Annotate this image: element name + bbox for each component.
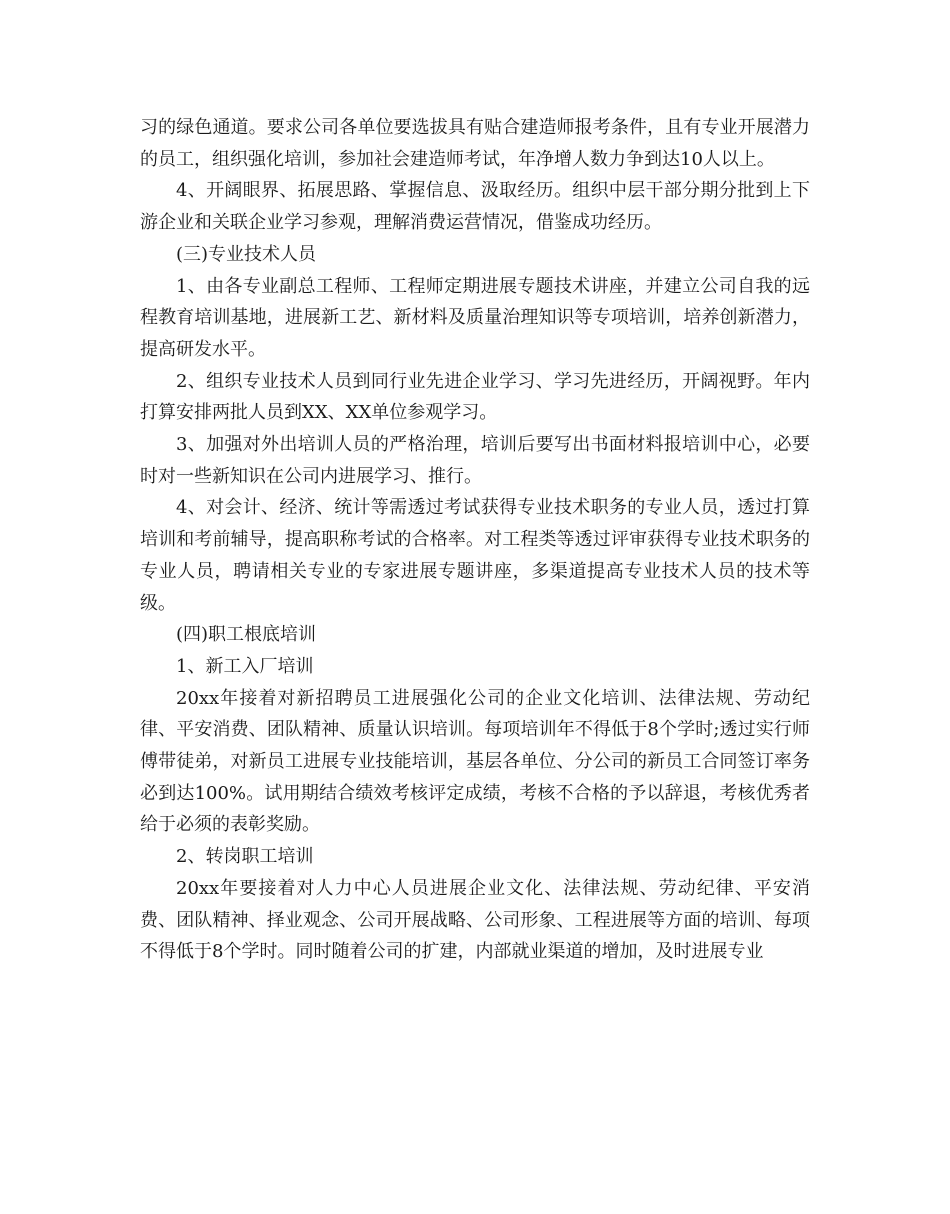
section-heading: (四)职工根底培训: [176, 624, 317, 646]
paragraph-item: 1、由各专业副总工程师、工程师定期进展专题技术讲座，并建立公司自我的远程教育培训基地，进展新工艺、新材料及质量治理知识等专项培训，培养创新潜力，提高研发水平。: [140, 275, 810, 360]
document-body: [140, 112, 810, 968]
paragraph-item: 4、开阔眼界、拓展思路、掌握信息、汲取经历。组织中层干部分期分批到上下游企业和关联企业学习参观，理解消费运营情况，借鉴成功经历。: [140, 180, 810, 234]
paragraph-item: 20xx年接着对新招聘员工进展强化公司的企业文化培训、法律法规、劳动纪律、平安消费、团队精神、质量认识培训。每项培训年不得低于8个学时;透过实行师傅带徒弟，对新员工进展专业技能培训，基层各单位、分公司的新员工合同签订率务必到达100%。试用期结合绩效考核评定成绩，考核不合格的予以辞退，考核优秀者给于必须的表彰奖励。: [140, 687, 810, 836]
paragraph-continuation: 习的绿色通道。要求公司各单位要选拔具有贴合建造师报考条件，且有专业开展潜力的员工，组织强化培训，参加社会建造师考试，年净增人数力争到达10人以上。: [140, 117, 810, 170]
paragraph-item: 20xx年要接着对人力中心人员进展企业文化、法律法规、劳动纪律、平安消费、团队精神、择业观念、公司开展战略、公司形象、工程进展等方面的培训、每项不得低于8个学时。同时随着公司的扩建，内部就业渠道的增加，及时进展专业: [140, 877, 810, 963]
paragraph-item: 3、加强对外出培训人员的严格治理，培训后要写出书面材料报培训中心，必要时对一些新知识在公司内进展学习、推行。: [140, 434, 810, 487]
subsection-heading: 1、新工入厂培训: [176, 655, 314, 677]
section-heading: (三)专业技术人员: [176, 243, 317, 265]
paragraph-item: 2、组织专业技术人员到同行业先进企业学习、学习先进经历，开阔视野。年内打算安排两批人员到XX、XX单位参观学习。: [140, 370, 810, 424]
subsection-heading: 2、转岗职工培训: [176, 846, 314, 868]
paragraph-item: 4、对会计、经济、统计等需透过考试获得专业技术职务的专业人员，透过打算培训和考前辅导，提高职称考试的合格率。对工程类等透过评审获得专业技术职务的专业人员，聘请相关专业的专家进展专题讲座，多渠道提高专业技术人员的技术等级。: [140, 497, 810, 614]
